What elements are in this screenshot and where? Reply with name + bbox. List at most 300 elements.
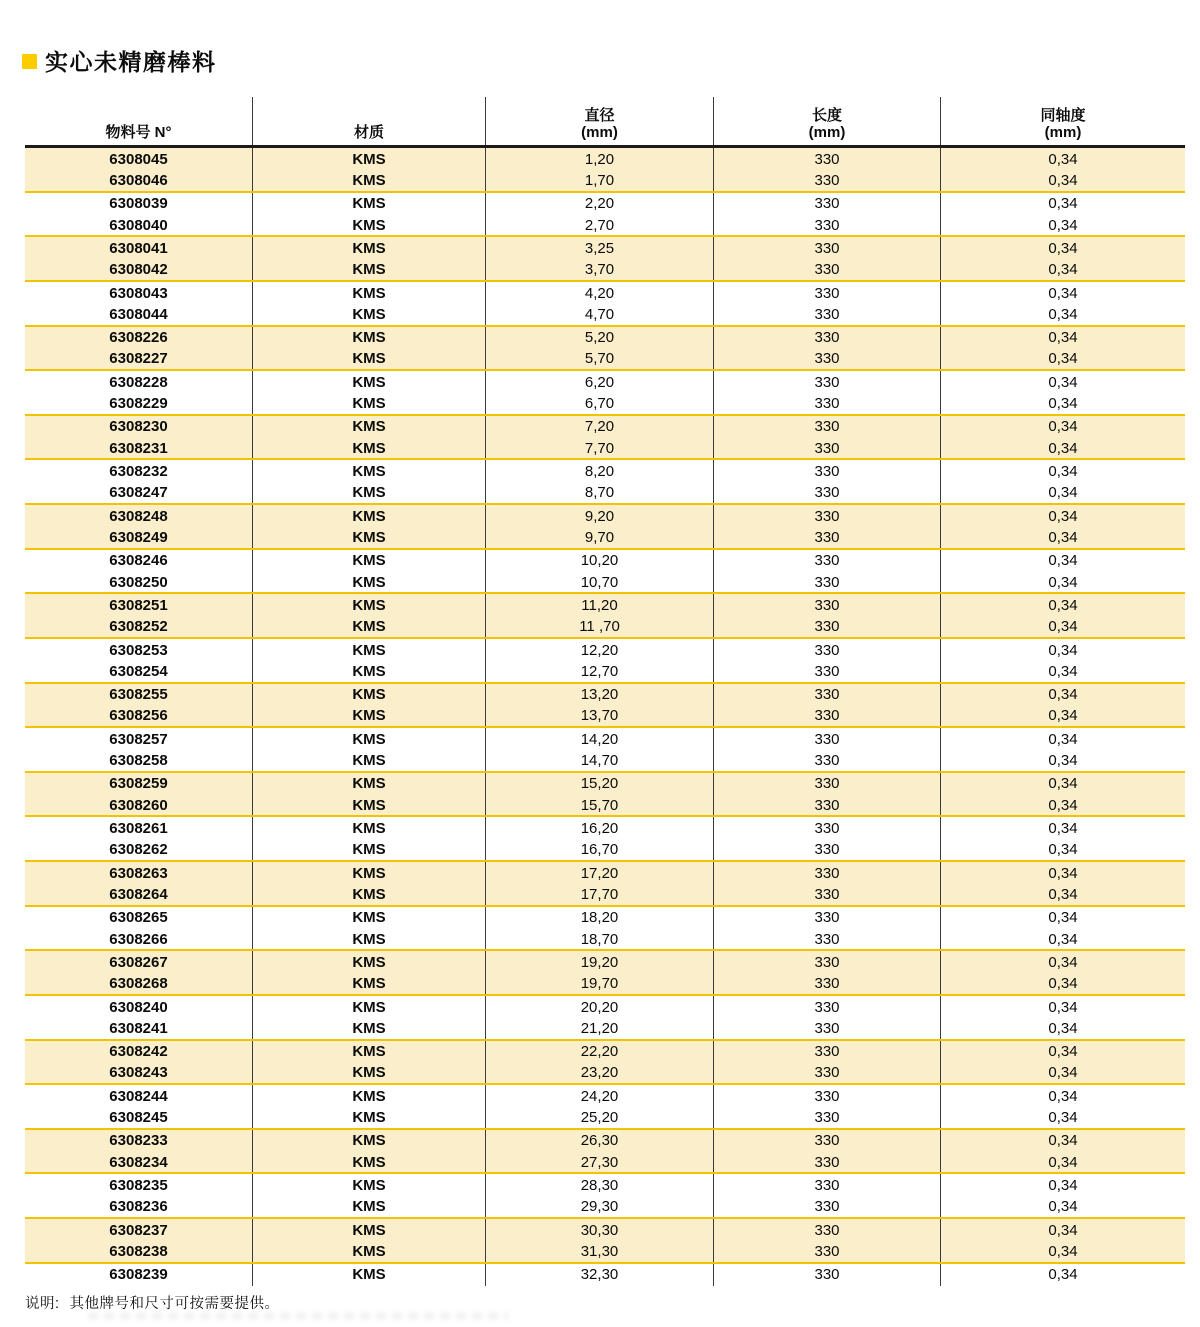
- column-header-material: 材质: [253, 97, 486, 145]
- part-number-cell: 6308231: [25, 438, 253, 458]
- coaxiality-cell: 0,34: [1048, 618, 1078, 636]
- part-number-cell: 6308238: [25, 1241, 253, 1261]
- coaxiality-cell: 0,34: [1048, 171, 1078, 189]
- material-cell: KMS: [253, 527, 486, 547]
- coaxiality-cell: 0,34: [1048, 953, 1078, 971]
- diameter-cell: 2,20: [486, 193, 714, 215]
- material-cell: KMS: [253, 1063, 486, 1083]
- coaxiality-cell: 0,34: [1048, 1064, 1078, 1082]
- part-number-cell: 6308237: [25, 1219, 253, 1241]
- coaxiality-cell: 0,34: [1048, 1153, 1078, 1171]
- diameter-cell: 11,20: [486, 594, 714, 616]
- length-cell: 330: [714, 1085, 941, 1107]
- material-cell: KMS: [253, 1197, 486, 1217]
- length-cell: 330: [714, 148, 941, 170]
- diameter-cell: 8,70: [486, 483, 714, 503]
- diameter-cell: 12,70: [486, 661, 714, 681]
- material-cell: KMS: [253, 862, 486, 884]
- part-number-cell: 6308236: [25, 1197, 253, 1217]
- part-number-cell: 6308039: [25, 193, 253, 215]
- material-cell: KMS: [253, 193, 486, 215]
- diameter-cell: 17,70: [486, 884, 714, 904]
- diameter-cell: 30,30: [486, 1219, 714, 1241]
- part-number-cell: 6308267: [25, 951, 253, 973]
- table-row: [25, 929, 1185, 951]
- coaxiality-cell: 0,34: [1048, 484, 1078, 502]
- material-cell: KMS: [253, 817, 486, 839]
- table-row: [25, 1107, 1185, 1129]
- table-row: [25, 996, 1185, 1018]
- coaxiality-cell: 0,34: [1048, 261, 1078, 279]
- coaxiality-cell: 0,34: [1048, 1132, 1078, 1150]
- table-row: [25, 862, 1185, 884]
- diameter-cell: 16,70: [486, 840, 714, 860]
- diameter-cell: 19,20: [486, 951, 714, 973]
- length-cell: 330: [714, 996, 941, 1018]
- diameter-cell: 15,70: [486, 795, 714, 815]
- diameter-cell: 1,70: [486, 170, 714, 190]
- diameter-cell: 25,20: [486, 1107, 714, 1127]
- part-number-cell: 6308257: [25, 728, 253, 750]
- coaxiality-cell: 0,34: [1048, 775, 1078, 793]
- part-number-cell: 6308043: [25, 282, 253, 304]
- material-cell: KMS: [253, 996, 486, 1018]
- column-header-part-number: 物料号 N°: [25, 97, 253, 145]
- coaxiality-cell: 0,34: [1048, 395, 1078, 413]
- material-cell: KMS: [253, 237, 486, 259]
- coaxiality-cell: 0,34: [1048, 195, 1078, 213]
- table-row: [25, 884, 1185, 906]
- table-header-row: [25, 97, 1185, 148]
- length-cell: 330: [714, 617, 941, 637]
- length-cell: 330: [714, 170, 941, 190]
- table-row: [25, 371, 1185, 393]
- material-cell: KMS: [253, 416, 486, 438]
- coaxiality-cell: 0,34: [1048, 239, 1078, 257]
- length-cell: 330: [714, 817, 941, 839]
- part-number-cell: 6308229: [25, 393, 253, 413]
- part-number-cell: 6308266: [25, 929, 253, 949]
- part-number-cell: 6308256: [25, 706, 253, 726]
- length-cell: 330: [714, 327, 941, 349]
- table-row: [25, 505, 1185, 527]
- table-row: [25, 728, 1185, 750]
- coaxiality-cell: 0,34: [1048, 305, 1078, 323]
- coaxiality-cell: 0,34: [1048, 841, 1078, 859]
- coaxiality-cell: 0,34: [1048, 909, 1078, 927]
- diameter-cell: 4,20: [486, 282, 714, 304]
- table-row: [25, 1085, 1185, 1107]
- coaxiality-cell: 0,34: [1048, 930, 1078, 948]
- length-cell: 330: [714, 862, 941, 884]
- length-cell: 330: [714, 684, 941, 706]
- table-row: [25, 215, 1185, 237]
- table-row: [25, 907, 1185, 929]
- table-row: [25, 684, 1185, 706]
- material-cell: KMS: [253, 327, 486, 349]
- table-row: [25, 661, 1185, 683]
- table-row: [25, 282, 1185, 304]
- part-number-cell: 6308263: [25, 862, 253, 884]
- part-number-cell: 6308260: [25, 795, 253, 815]
- coaxiality-cell: 0,34: [1048, 150, 1078, 168]
- diameter-cell: 9,20: [486, 505, 714, 527]
- diameter-cell: 2,70: [486, 215, 714, 235]
- length-cell: 330: [714, 260, 941, 280]
- length-cell: 330: [714, 527, 941, 547]
- coaxiality-cell: 0,34: [1048, 1221, 1078, 1239]
- material-cell: KMS: [253, 282, 486, 304]
- coaxiality-cell: 0,34: [1048, 707, 1078, 725]
- material-cell: KMS: [253, 684, 486, 706]
- diameter-cell: 22,20: [486, 1041, 714, 1063]
- footnote: [25, 1292, 280, 1313]
- table-row: [25, 594, 1185, 616]
- coaxiality-cell: 0,34: [1048, 552, 1078, 570]
- material-cell: KMS: [253, 260, 486, 280]
- diameter-cell: 7,70: [486, 438, 714, 458]
- part-number-cell: 6308253: [25, 639, 253, 661]
- coaxiality-cell: 0,34: [1048, 528, 1078, 546]
- diameter-cell: 16,20: [486, 817, 714, 839]
- part-number-cell: 6308041: [25, 237, 253, 259]
- coaxiality-cell: 0,34: [1048, 1019, 1078, 1037]
- diameter-cell: 29,30: [486, 1197, 714, 1217]
- coaxiality-cell: 0,34: [1048, 686, 1078, 704]
- part-number-cell: 6308265: [25, 907, 253, 929]
- length-cell: 330: [714, 193, 941, 215]
- length-cell: 330: [714, 1264, 941, 1286]
- part-number-cell: 6308232: [25, 460, 253, 482]
- part-number-cell: 6308258: [25, 750, 253, 770]
- material-cell: KMS: [253, 661, 486, 681]
- length-cell: 330: [714, 393, 941, 413]
- part-number-cell: 6308235: [25, 1174, 253, 1196]
- table-row: [25, 974, 1185, 996]
- coaxiality-cell: 0,34: [1048, 1266, 1078, 1284]
- coaxiality-cell: 0,34: [1048, 216, 1078, 234]
- diameter-cell: 24,20: [486, 1085, 714, 1107]
- part-number-cell: 6308248: [25, 505, 253, 527]
- part-number-cell: 6308252: [25, 617, 253, 637]
- diameter-cell: 6,70: [486, 393, 714, 413]
- coaxiality-cell: 0,34: [1048, 885, 1078, 903]
- part-number-cell: 6308230: [25, 416, 253, 438]
- diameter-cell: 10,20: [486, 550, 714, 572]
- table-row: [25, 951, 1185, 973]
- diameter-cell: 7,20: [486, 416, 714, 438]
- length-cell: 330: [714, 974, 941, 994]
- coaxiality-cell: 0,34: [1048, 975, 1078, 993]
- part-number-cell: 6308255: [25, 684, 253, 706]
- length-cell: 330: [714, 505, 941, 527]
- table-row: [25, 438, 1185, 460]
- diameter-cell: 18,70: [486, 929, 714, 949]
- length-cell: 330: [714, 438, 941, 458]
- table-row: [25, 840, 1185, 862]
- length-cell: 330: [714, 460, 941, 482]
- coaxiality-cell: 0,34: [1048, 820, 1078, 838]
- table-row: [25, 148, 1185, 170]
- material-cell: KMS: [253, 393, 486, 413]
- coaxiality-cell: 0,34: [1048, 507, 1078, 525]
- coaxiality-cell: 0,34: [1048, 730, 1078, 748]
- material-cell: KMS: [253, 728, 486, 750]
- table-row: [25, 550, 1185, 572]
- coaxiality-cell: 0,34: [1048, 662, 1078, 680]
- part-number-cell: 6308233: [25, 1130, 253, 1152]
- coaxiality-cell: 0,34: [1048, 284, 1078, 302]
- material-cell: KMS: [253, 460, 486, 482]
- part-number-cell: 6308262: [25, 840, 253, 860]
- coaxiality-cell: 0,34: [1048, 1242, 1078, 1260]
- length-cell: 330: [714, 951, 941, 973]
- table-row: [25, 170, 1185, 192]
- length-cell: 330: [714, 1241, 941, 1261]
- length-cell: 330: [714, 371, 941, 393]
- length-cell: 330: [714, 706, 941, 726]
- diameter-cell: 31,30: [486, 1241, 714, 1261]
- diameter-cell: 9,70: [486, 527, 714, 547]
- material-cell: KMS: [253, 371, 486, 393]
- diameter-cell: 18,20: [486, 907, 714, 929]
- material-cell: KMS: [253, 1174, 486, 1196]
- diameter-cell: 15,20: [486, 773, 714, 795]
- coaxiality-cell: 0,34: [1048, 1109, 1078, 1127]
- coaxiality-cell: 0,34: [1048, 596, 1078, 614]
- diameter-cell: 28,30: [486, 1174, 714, 1196]
- part-number-cell: 6308249: [25, 527, 253, 547]
- diameter-cell: 19,70: [486, 974, 714, 994]
- table-row: [25, 750, 1185, 772]
- column-header-length: 长度 (mm): [714, 97, 941, 145]
- diameter-cell: 23,20: [486, 1063, 714, 1083]
- table-row: [25, 817, 1185, 839]
- material-cell: KMS: [253, 1241, 486, 1261]
- diameter-cell: 1,20: [486, 148, 714, 170]
- coaxiality-cell: 0,34: [1048, 573, 1078, 591]
- table-row: [25, 483, 1185, 505]
- length-cell: 330: [714, 884, 941, 904]
- length-cell: 330: [714, 1018, 941, 1038]
- part-number-cell: 6308242: [25, 1041, 253, 1063]
- section-bullet-icon: [22, 54, 37, 69]
- table-row: [25, 1264, 1185, 1286]
- length-cell: 330: [714, 282, 941, 304]
- length-cell: 330: [714, 795, 941, 815]
- table-row: [25, 349, 1185, 371]
- material-cell: KMS: [253, 1219, 486, 1241]
- table-row: [25, 237, 1185, 259]
- part-number-cell: 6308042: [25, 260, 253, 280]
- coaxiality-cell: 0,34: [1048, 752, 1078, 770]
- length-cell: 330: [714, 728, 941, 750]
- table-row: [25, 773, 1185, 795]
- material-cell: KMS: [253, 951, 486, 973]
- part-number-cell: 6308243: [25, 1063, 253, 1083]
- part-number-cell: 6308227: [25, 349, 253, 369]
- length-cell: 330: [714, 237, 941, 259]
- part-number-cell: 6308254: [25, 661, 253, 681]
- length-cell: 330: [714, 1197, 941, 1217]
- column-header-diameter: 直径 (mm): [486, 97, 714, 145]
- material-cell: KMS: [253, 572, 486, 592]
- length-cell: 330: [714, 215, 941, 235]
- diameter-cell: 14,70: [486, 750, 714, 770]
- material-cell: KMS: [253, 215, 486, 235]
- part-number-cell: 6308239: [25, 1264, 253, 1286]
- length-cell: 330: [714, 1041, 941, 1063]
- material-cell: KMS: [253, 483, 486, 503]
- diameter-cell: 8,20: [486, 460, 714, 482]
- diameter-cell: 27,30: [486, 1152, 714, 1172]
- material-cell: KMS: [253, 1085, 486, 1107]
- table-row: [25, 416, 1185, 438]
- column-header-coaxiality: 同轴度 (mm): [1040, 107, 1086, 141]
- part-number-cell: 6308259: [25, 773, 253, 795]
- length-cell: 330: [714, 594, 941, 616]
- material-cell: KMS: [253, 750, 486, 770]
- part-number-cell: 6308245: [25, 1107, 253, 1127]
- coaxiality-cell: 0,34: [1048, 1177, 1078, 1195]
- part-number-cell: 6308228: [25, 371, 253, 393]
- table-row: [25, 1219, 1185, 1241]
- coaxiality-cell: 0,34: [1048, 864, 1078, 882]
- length-cell: 330: [714, 304, 941, 324]
- material-cell: KMS: [253, 1264, 486, 1286]
- diameter-cell: 26,30: [486, 1130, 714, 1152]
- material-cell: KMS: [253, 1018, 486, 1038]
- table-row: [25, 327, 1185, 349]
- length-cell: 330: [714, 773, 941, 795]
- section-title: [22, 44, 217, 77]
- coaxiality-cell: 0,34: [1048, 418, 1078, 436]
- diameter-cell: 5,20: [486, 327, 714, 349]
- part-number-cell: 6308251: [25, 594, 253, 616]
- length-cell: 330: [714, 1063, 941, 1083]
- length-cell: 330: [714, 572, 941, 592]
- coaxiality-cell: 0,34: [1048, 1198, 1078, 1216]
- footnote-text: 其他牌号和尺寸可按需要提供。: [69, 1296, 280, 1312]
- table-row: [25, 795, 1185, 817]
- diameter-cell: 13,70: [486, 706, 714, 726]
- table-row: [25, 1063, 1185, 1085]
- material-cell: KMS: [253, 639, 486, 661]
- part-number-cell: 6308240: [25, 996, 253, 1018]
- coaxiality-cell: 0,34: [1048, 373, 1078, 391]
- part-number-cell: 6308246: [25, 550, 253, 572]
- diameter-cell: 10,70: [486, 572, 714, 592]
- part-number-cell: 6308045: [25, 148, 253, 170]
- diameter-cell: 21,20: [486, 1018, 714, 1038]
- table-row: [25, 460, 1185, 482]
- product-table: [25, 97, 1185, 1286]
- table-row: [25, 1152, 1185, 1174]
- length-cell: 330: [714, 483, 941, 503]
- material-cell: KMS: [253, 438, 486, 458]
- material-cell: KMS: [253, 1041, 486, 1063]
- length-cell: 330: [714, 1152, 941, 1172]
- diameter-cell: 6,20: [486, 371, 714, 393]
- table-row: [25, 617, 1185, 639]
- material-cell: KMS: [253, 1107, 486, 1127]
- diameter-cell: 4,70: [486, 304, 714, 324]
- part-number-cell: 6308261: [25, 817, 253, 839]
- material-cell: KMS: [253, 617, 486, 637]
- diameter-cell: 3,25: [486, 237, 714, 259]
- part-number-cell: 6308241: [25, 1018, 253, 1038]
- table-row: [25, 304, 1185, 326]
- page-title: 实心未精磨棒料: [45, 49, 217, 75]
- part-number-cell: 6308234: [25, 1152, 253, 1172]
- coaxiality-cell: 0,34: [1048, 998, 1078, 1016]
- length-cell: 330: [714, 1174, 941, 1196]
- material-cell: KMS: [253, 1152, 486, 1172]
- length-cell: 330: [714, 750, 941, 770]
- part-number-cell: 6308044: [25, 304, 253, 324]
- diameter-cell: 13,20: [486, 684, 714, 706]
- part-number-cell: 6308268: [25, 974, 253, 994]
- table-row: [25, 1130, 1185, 1152]
- material-cell: KMS: [253, 929, 486, 949]
- table-row: [25, 706, 1185, 728]
- diameter-cell: 17,20: [486, 862, 714, 884]
- part-number-cell: 6308264: [25, 884, 253, 904]
- scan-bleed-artifact: [88, 1312, 508, 1320]
- table-row: [25, 1197, 1185, 1219]
- material-cell: KMS: [253, 907, 486, 929]
- length-cell: 330: [714, 349, 941, 369]
- material-cell: KMS: [253, 840, 486, 860]
- material-cell: KMS: [253, 884, 486, 904]
- length-cell: 330: [714, 907, 941, 929]
- coaxiality-cell: 0,34: [1048, 1043, 1078, 1061]
- part-number-cell: 6308040: [25, 215, 253, 235]
- length-cell: 330: [714, 639, 941, 661]
- length-cell: 330: [714, 550, 941, 572]
- length-cell: 330: [714, 1107, 941, 1127]
- table-row: [25, 393, 1185, 415]
- table-row: [25, 1018, 1185, 1040]
- diameter-cell: 32,30: [486, 1264, 714, 1286]
- part-number-cell: 6308247: [25, 483, 253, 503]
- length-cell: 330: [714, 840, 941, 860]
- material-cell: KMS: [253, 550, 486, 572]
- part-number-cell: 6308226: [25, 327, 253, 349]
- part-number-cell: 6308244: [25, 1085, 253, 1107]
- material-cell: KMS: [253, 505, 486, 527]
- table-row: [25, 1241, 1185, 1263]
- coaxiality-cell: 0,34: [1048, 1087, 1078, 1105]
- material-cell: KMS: [253, 974, 486, 994]
- material-cell: KMS: [253, 773, 486, 795]
- table-row: [25, 1174, 1185, 1196]
- footnote-label: 说明:: [25, 1296, 60, 1312]
- table-row: [25, 260, 1185, 282]
- table-row: [25, 527, 1185, 549]
- length-cell: 330: [714, 416, 941, 438]
- length-cell: 330: [714, 1130, 941, 1152]
- coaxiality-cell: 0,34: [1048, 329, 1078, 347]
- coaxiality-cell: 0,34: [1048, 796, 1078, 814]
- length-cell: 330: [714, 661, 941, 681]
- part-number-cell: 6308046: [25, 170, 253, 190]
- coaxiality-cell: 0,34: [1048, 641, 1078, 659]
- material-cell: KMS: [253, 1130, 486, 1152]
- table-row: [25, 1041, 1185, 1063]
- length-cell: 330: [714, 929, 941, 949]
- length-cell: 330: [714, 1219, 941, 1241]
